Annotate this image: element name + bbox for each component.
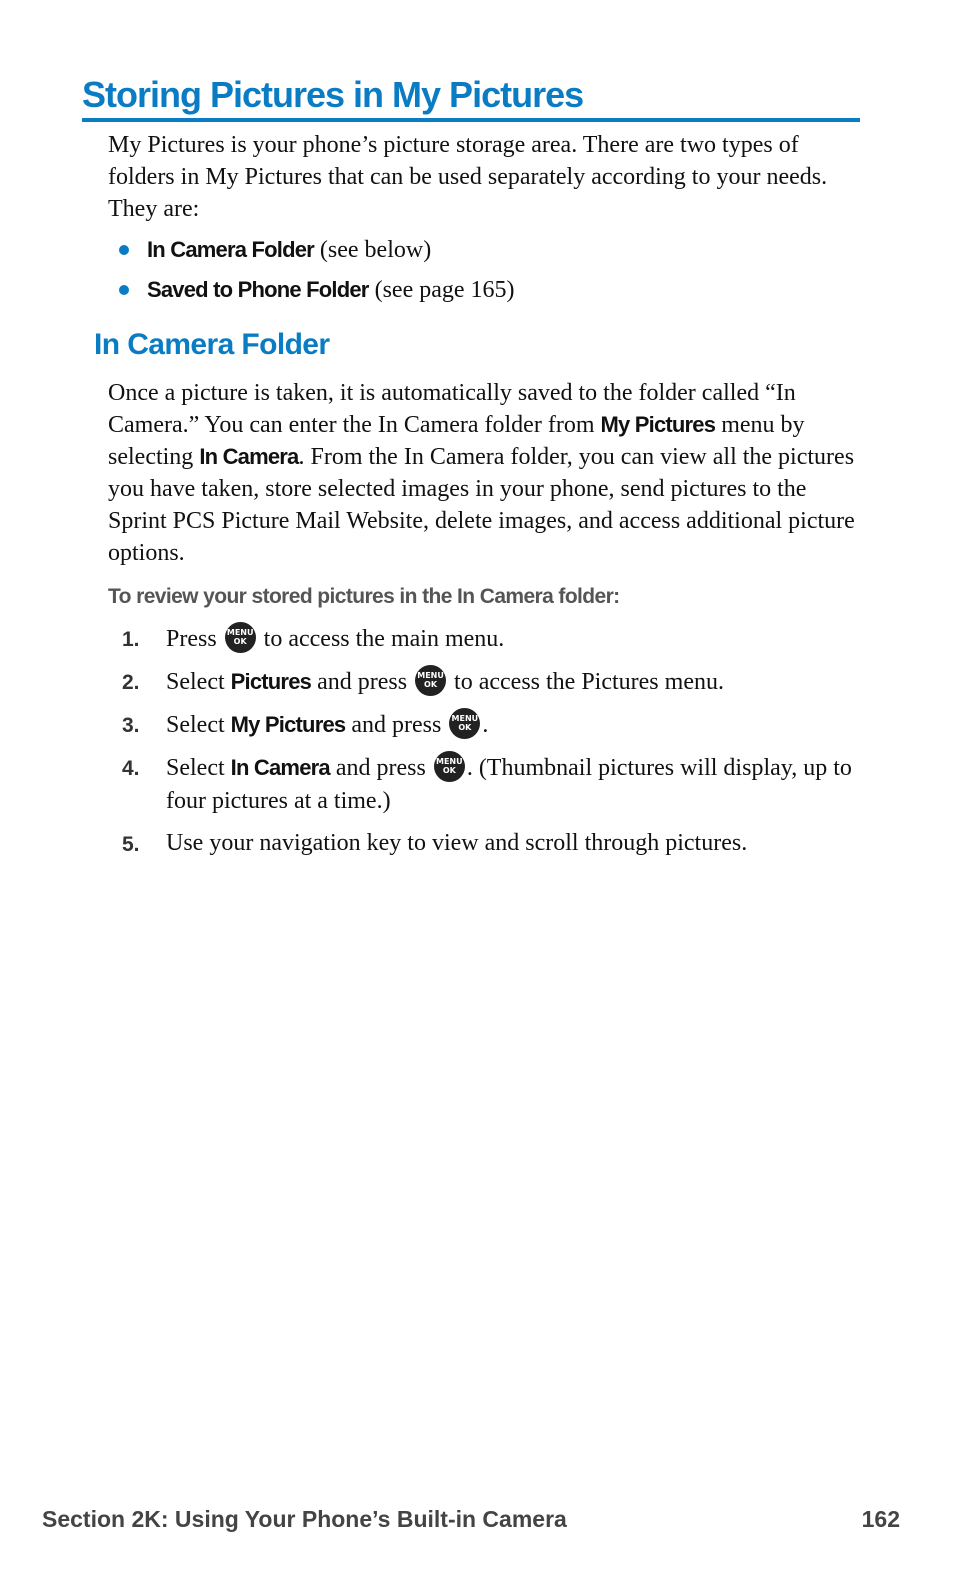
step-item bbox=[108, 751, 868, 818]
menu-key-label: MENU bbox=[436, 757, 463, 766]
folder-note: (see page 165) bbox=[368, 277, 515, 303]
step-item bbox=[108, 622, 868, 656]
text-run: menu by selecting bbox=[108, 412, 805, 470]
menu-ok-key-icon bbox=[434, 751, 465, 782]
step-number: 1. bbox=[122, 628, 140, 651]
step-text: Select bbox=[166, 755, 231, 781]
step-number: 4. bbox=[122, 757, 140, 780]
step-text: and press bbox=[311, 669, 414, 695]
step-item bbox=[108, 708, 868, 742]
step-text: Press bbox=[166, 626, 223, 652]
step-number: 3. bbox=[122, 714, 140, 737]
menu-key-label: MENU bbox=[451, 714, 479, 723]
list-item bbox=[108, 272, 863, 312]
step-text: . (Thumbnail pictures will display, up to four pictures at a time.) bbox=[166, 755, 852, 814]
keyword-in-camera: In Camera bbox=[199, 444, 299, 469]
intro-paragraph: My Pictures is your phone’s picture storage area. There are two types of folders in My Pictures that can be used separately according to your needs. They are: bbox=[108, 132, 828, 222]
step-number: 5. bbox=[122, 833, 140, 856]
page-number: 162 bbox=[861, 1506, 900, 1532]
menu-key-label: MENU bbox=[417, 671, 444, 680]
section-heading: In Camera Folder bbox=[94, 328, 330, 361]
bullet-icon bbox=[119, 245, 129, 255]
steps-list bbox=[108, 622, 868, 869]
bullet-icon bbox=[119, 285, 129, 295]
step-keyword: Pictures bbox=[230, 669, 312, 694]
step-text: and press bbox=[345, 712, 448, 738]
title-rule bbox=[82, 118, 860, 122]
section-paragraph bbox=[108, 377, 863, 569]
page-footer bbox=[42, 1504, 900, 1534]
step-item bbox=[108, 665, 868, 699]
menu-ok-key-icon bbox=[449, 708, 480, 739]
step-text: . bbox=[482, 712, 489, 738]
step-item bbox=[108, 827, 868, 860]
page-title: Storing Pictures in My Pictures bbox=[82, 74, 584, 115]
menu-ok-key-icon bbox=[225, 622, 256, 653]
folder-type-list bbox=[108, 232, 863, 312]
step-text: Select bbox=[166, 669, 231, 695]
text-run: Once a picture is taken, it is automatically saved to the folder called “In Camera.” You can enter the In Camera folder from bbox=[108, 380, 796, 438]
ok-key-label: OK bbox=[233, 637, 247, 646]
instruction-heading: To review your stored pictures in the In Camera folder: bbox=[108, 585, 620, 608]
step-number: 2. bbox=[122, 671, 140, 694]
folder-name: Saved to Phone Folder bbox=[147, 277, 369, 302]
menu-ok-key-icon bbox=[415, 665, 446, 696]
keyword-my-pictures: My Pictures bbox=[600, 412, 716, 437]
step-text: to access the Pictures menu. bbox=[448, 669, 724, 695]
step-text: and press bbox=[329, 755, 432, 781]
list-item bbox=[108, 232, 863, 272]
step-text: to access the main menu. bbox=[257, 626, 505, 652]
ok-key-label: OK bbox=[458, 723, 472, 732]
step-text: Use your navigation key to view and scroll through pictures. bbox=[166, 830, 748, 856]
ok-key-label: OK bbox=[442, 766, 456, 775]
text-run: . From the In Camera folder, you can view all the pictures you have taken, store selected images in your phone, send pictures to the Sprint PCS Picture Mail Website, delete images, and access additional picture options. bbox=[108, 444, 855, 566]
menu-key-label: MENU bbox=[226, 628, 254, 637]
step-text: Select bbox=[166, 712, 231, 738]
step-keyword: In Camera bbox=[230, 755, 330, 780]
step-keyword: My Pictures bbox=[230, 712, 346, 737]
footer-section-title: Section 2K: Using Your Phone’s Built-in Camera bbox=[42, 1506, 567, 1532]
ok-key-label: OK bbox=[424, 680, 438, 689]
folder-note: (see below) bbox=[313, 237, 432, 263]
folder-name: In Camera Folder bbox=[147, 237, 314, 262]
